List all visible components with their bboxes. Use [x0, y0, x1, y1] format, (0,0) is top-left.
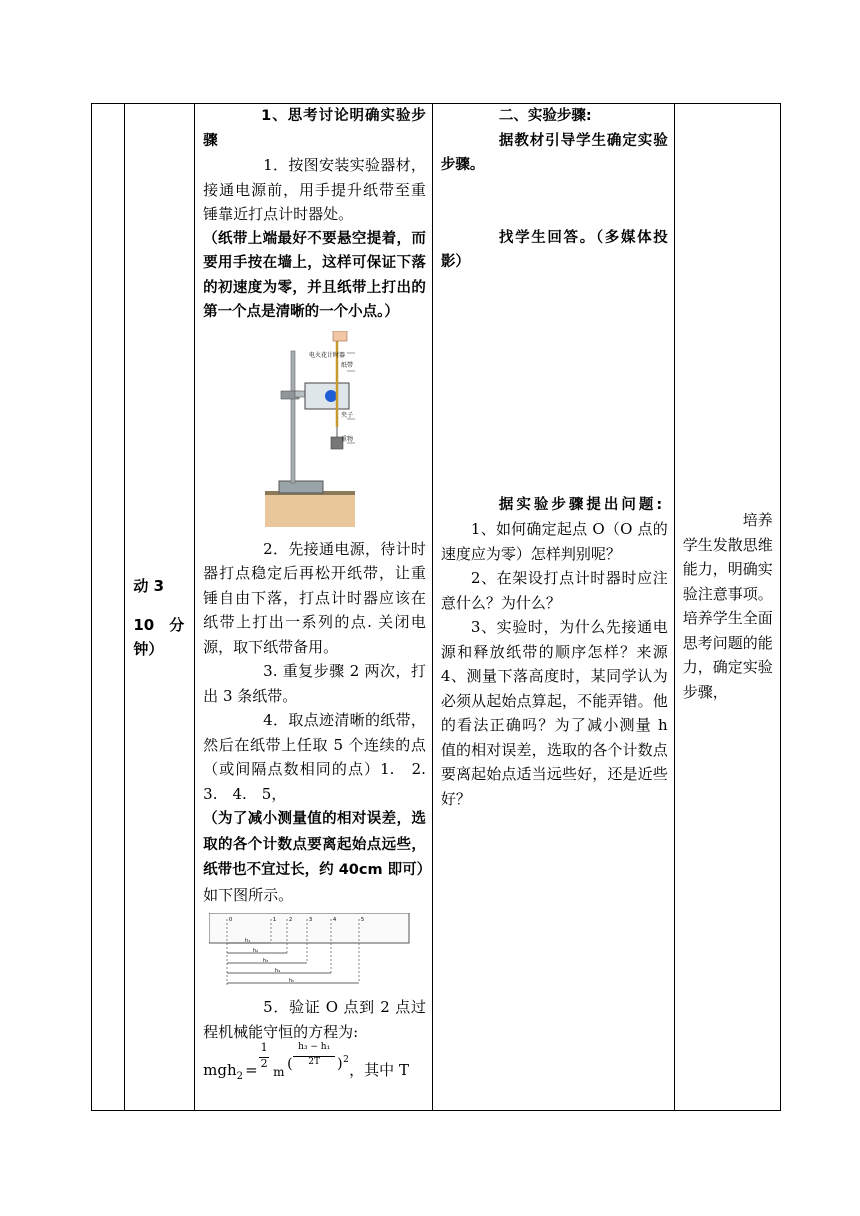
figure1-label-clip: 夹子: [341, 411, 354, 419]
stage-duration: 10 分钟）: [133, 615, 185, 658]
step-4-note: （为了减小测量值的相对误差，选取的各个计数点要离起始点远些，纸带也不宜过长，约 40cm 即可）: [203, 811, 432, 878]
formula-half-num: 1: [260, 1041, 268, 1054]
tape-h5: h₅: [289, 978, 295, 984]
tape-point-5: 5: [361, 917, 365, 923]
teacher-heading: 二、实验步骤:: [498, 108, 592, 124]
table-row: [92, 104, 781, 1111]
teacher-p2: 找学生回答。（多媒体投影）: [440, 229, 668, 270]
intent-text: 培养学生发散思维能力，明确实验注意事项。培养学生全面思考问题的能力，确定实验步骤，: [682, 511, 773, 701]
formula-paren: (: [287, 1056, 293, 1072]
formula-paren-close: ): [337, 1056, 343, 1072]
formula-half: [259, 1042, 269, 1070]
energy-equation: [203, 1041, 426, 1082]
formula-frac-den: 2T: [293, 1056, 335, 1068]
tape-point-0: 0: [229, 917, 233, 923]
tape-point-1: 1: [273, 917, 277, 923]
teacher-p1: 据教材引导学生确定实验步骤。: [440, 132, 668, 173]
step-2: 2．先接通电源，待计时器打点稳定后再松开纸带，让重锤自由下落，打点计时器应该在纸带上打出一系列的点. 关闭电源，取下纸带备用。: [203, 539, 426, 656]
formula-frac-num: h₃ − h₁: [298, 1042, 331, 1052]
step-1: 1．按图安装实验器材，接通电源前，用手提升纸带至重锤靠近打点计时器处。: [203, 156, 426, 223]
apparatus-figure: [265, 331, 355, 527]
stage-column: [125, 104, 195, 1111]
figure1-label-tape: 纸带: [341, 361, 354, 369]
teacher-q1: 1、如何确定起点 O（O 点的速度应为零）怎样判别呢？: [440, 520, 668, 563]
formula-m: m: [273, 1065, 285, 1079]
figure1-label-timer: 电火花计时器: [309, 351, 346, 359]
tape-point-3: 3: [309, 917, 313, 923]
step-4-note-line: [203, 806, 432, 907]
activity-column: [195, 104, 441, 1111]
formula-mgh-text: mgh: [203, 1061, 237, 1079]
step-3: 3. 重复步骤 2 两次，打出 3 条纸带。: [203, 662, 426, 705]
step-5: 5．验证 O 点到 2 点过程机械能守恒的方程为:: [203, 998, 426, 1041]
activity-heading: 1、思考讨论明确实验步骤: [203, 108, 426, 149]
tape-figure: [209, 913, 419, 991]
formula-mgh-sub: 2: [236, 1071, 244, 1082]
formula-half-den: 2: [260, 1057, 268, 1070]
intent-column: [674, 104, 780, 1111]
lesson-table: [91, 103, 781, 1111]
step-4-tail: 如下图所示。: [203, 885, 294, 904]
blank-column: [92, 104, 125, 1111]
formula-tail: ，其中 T: [349, 1061, 409, 1079]
formula-mgh: [203, 1058, 243, 1090]
teacher-column: [432, 104, 674, 1111]
figure1-label-weight: 重物: [341, 435, 354, 443]
teacher-q2: 2、在架设打点计时器时应注意什么？为什么？: [440, 569, 668, 612]
step-1-note: （纸带上端最好不要悬空提着，而要用手按在墙上，这样可保证下落的初速度为零，并且纸带上打出的第一个点是清晰的一个小点。）: [203, 230, 426, 320]
stage-label: 动 3: [133, 577, 165, 595]
teacher-q3: 3、实验时，为什么先接通电源和释放纸带的顺序怎样？来源 4、测量下落高度时，某同学认为必须从起始点算起，不能弄错。他的看法正确吗？为了减小测量 h 值的相对误差，选取的各个计数点要离起始点适当远些好，还是近些好？: [440, 618, 668, 808]
tape-point-4: 4: [333, 917, 337, 923]
teacher-p3: 据实验步骤提出问题:: [498, 496, 666, 513]
formula-frac: [293, 1042, 335, 1068]
tape-h3: h₃: [263, 958, 269, 964]
tape-h2: h₂: [253, 948, 259, 954]
step-4: 4．取点迹清晰的纸带，然后在纸带上任取 5 个连续的点（或间隔点数相同的点）1. 2. 3. 4. 5，: [203, 711, 441, 803]
formula-pow: 2: [343, 1055, 349, 1065]
tape-point-2: 2: [289, 917, 293, 923]
tape-h4: h₄: [275, 968, 281, 974]
tape-h1: h₁: [245, 938, 251, 944]
formula-equals: =: [245, 1061, 258, 1079]
